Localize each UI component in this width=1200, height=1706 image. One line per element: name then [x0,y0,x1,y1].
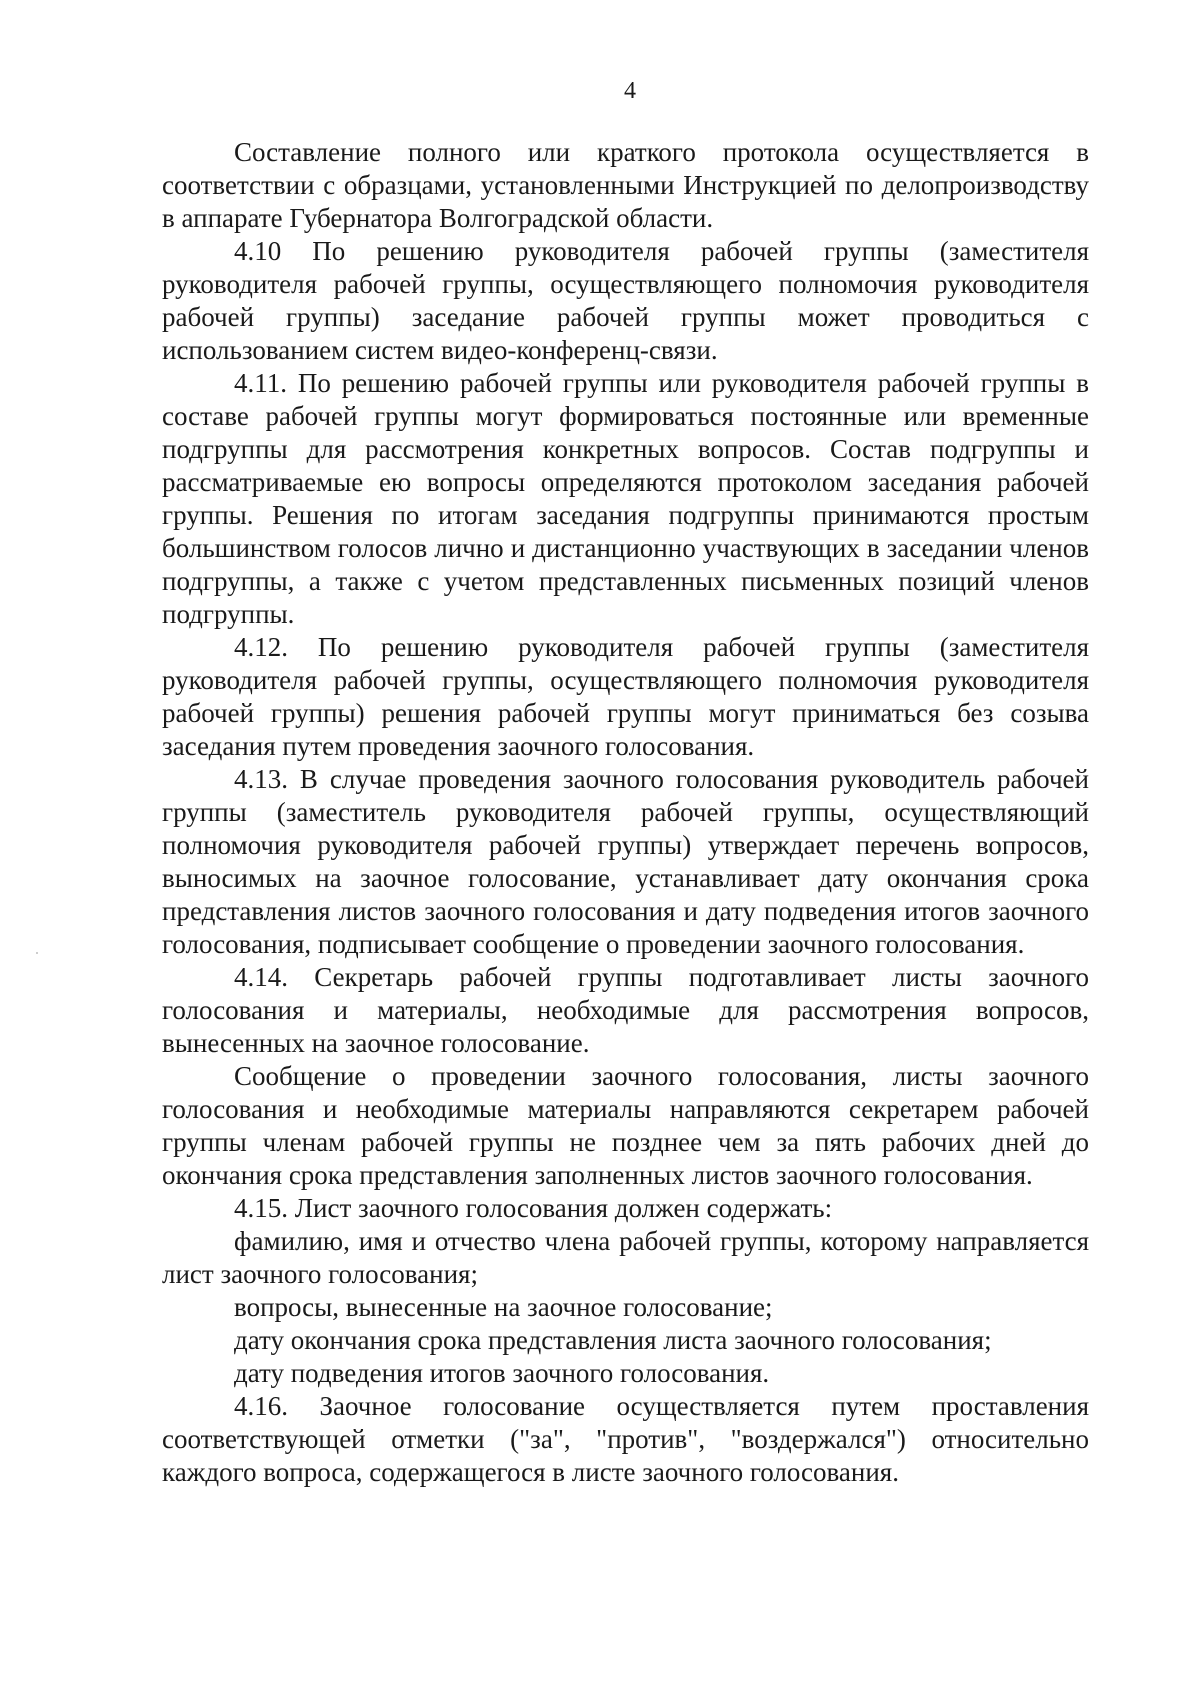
paragraph-4-11: 4.11. По решению рабочей группы или руководителя рабочей группы в составе рабочей группы могут формироваться постоянные или временные подгруппы для рассмотрения конкретных вопросов. Состав подгруппы и рассматриваемые ею вопросы определяются протоколом заседания рабочей группы. Решения по итогам заседания подгруппы принимаются простым большинством голосов лично и дистанционно участвующих в заседании членов подгруппы, а также с учетом представленных письменных позиций членов подгруппы. [162,368,1089,629]
paragraph-4-10: 4.10 По решению руководителя рабочей группы (заместителя руководителя рабочей группы, осуществляющего полномочия руководителя рабочей группы) заседание рабочей группы может проводиться с использованием систем видео-конференц-связи. [162,236,1089,365]
page-number: 4 [624,78,636,104]
paragraph-4-12: 4.12. По решению руководителя рабочей группы (заместителя руководителя рабочей группы, осуществляющего полномочия руководителя рабочей группы) решения рабочей группы могут приниматься без созыва заседания путем проведения заочного голосования. [162,632,1089,761]
document-body [162,136,1089,1489]
list-item-questions: вопросы, вынесенные на заочное голосование; [234,1292,773,1322]
paragraph-4-14: 4.14. Секретарь рабочей группы подготавливает листы заочного голосования и материалы, необходимые для рассмотрения вопросов, вынесенных на заочное голосование. [162,962,1089,1058]
list-item-member-name: фамилию, имя и отчество члена рабочей группы, которому направляется лист заочного голосования; [162,1226,1089,1289]
paragraph-4-13: 4.13. В случае проведения заочного голосования руководитель рабочей группы (заместитель руководителя рабочей группы, осуществляющий полномочия руководителя рабочей группы) утверждает перечень вопросов, выносимых на заочное голосование, устанавливает дату окончания срока представления листов заочного голосования и дату подведения итогов заочного голосования, подписывает сообщение о проведении заочного голосования. [162,764,1089,959]
scan-speck [36,952,38,954]
paragraph-protocol-samples: Составление полного или краткого протокола осуществляется в соответствии с образцами, установленными Инструкцией по делопроизводству в аппарате Губернатора Волгоградской области. [162,137,1089,233]
paragraph-notice-distribution: Сообщение о проведении заочного голосования, листы заочного голосования и необходимые материалы направляются секретарем рабочей группы членам рабочей группы не позднее чем за пять рабочих дней до окончания срока представления заполненных листов заочного голосования. [162,1061,1089,1190]
paragraph-4-15: 4.15. Лист заочного голосования должен содержать: [234,1193,833,1223]
list-item-results-date: дату подведения итогов заочного голосования. [234,1358,770,1388]
paragraph-4-16: 4.16. Заочное голосование осуществляется путем проставления соответствующей отметки ("за", "против", "воздержался") относительно каждого вопроса, содержащегося в листе заочного голосования. [162,1391,1089,1487]
list-item-submission-deadline: дату окончания срока представления листа заочного голосования; [234,1325,992,1355]
